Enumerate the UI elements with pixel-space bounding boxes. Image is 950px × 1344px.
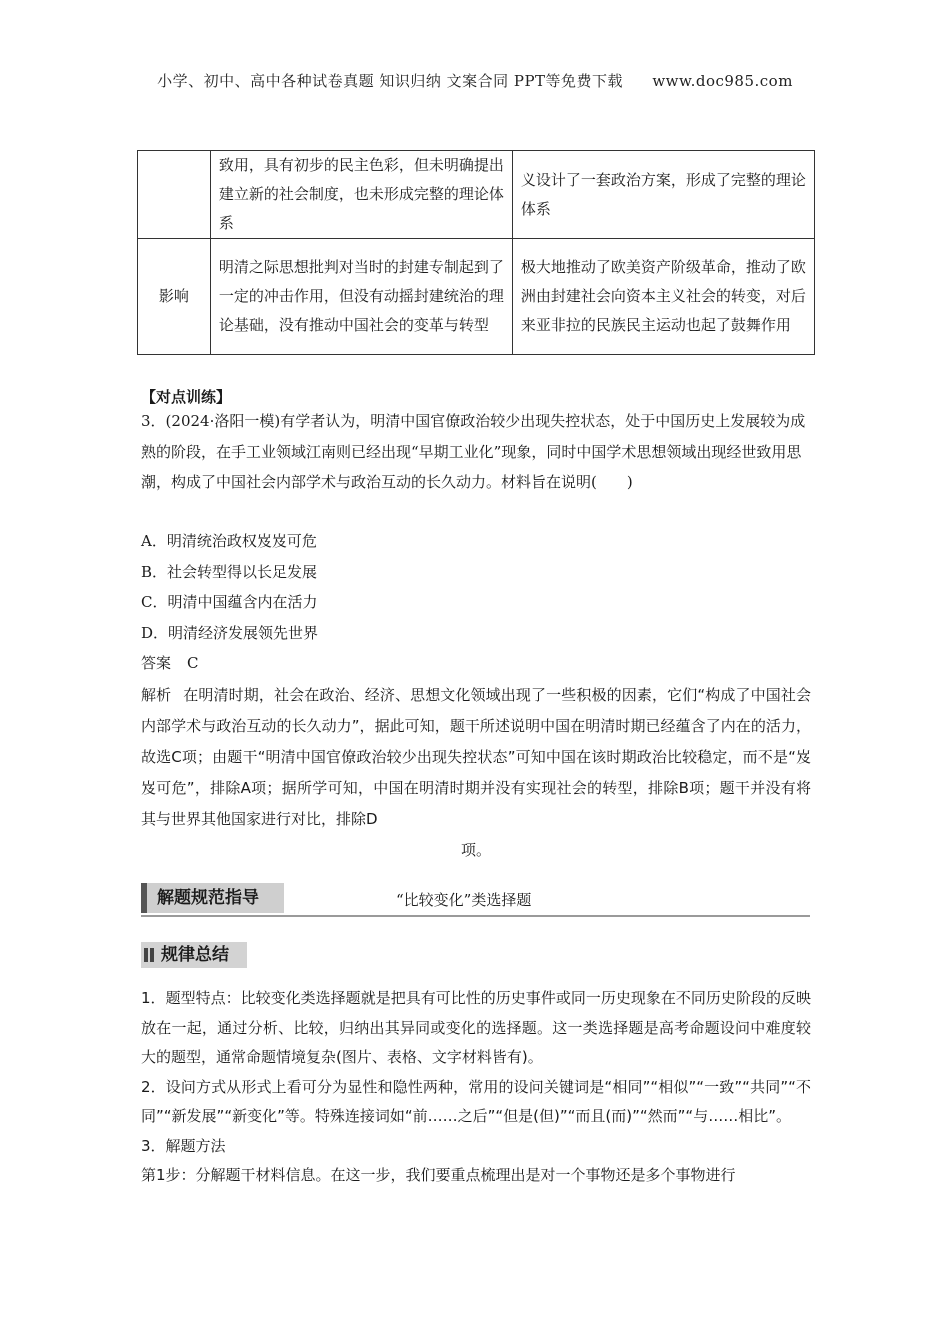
answer-line	[141, 652, 199, 673]
option-a: A．明清统治政权岌岌可危	[141, 532, 317, 550]
header-text: 小学、初中、高中各种试卷真题 知识归纳 文案合同 PPT等免费下载	[157, 72, 624, 90]
analysis-text: 在明清时期，社会在政治、经济、思想文化领域出现了一些积极的因素，它们“构成了中国社会内部学术与政治互动的长久动力”，据此可知，题干所述说明中国在明清时期已经蕴含了内在的活力，故选C项；由题干“明清中国官僚政治较少出现失控状态”可知中国在该时期政治比较稳定，而不是“岌岌可危”，排除A项；据所学可知，中国在明清时期并没有实现社会的转型，排除B项；题干并没有将其与世界其他国家进行对比，排除D	[141, 686, 811, 828]
option-c: C．明清中国蕴含内在活力	[141, 593, 318, 611]
section-title: “比较变化”类选择题	[396, 891, 532, 909]
summary-paragraph: 1．题型特点：比较变化类选择题就是把具有可比性的历史事件或同一历史现象在不同历史阶段的反映放在一起，通过分析、比较，归纳出其异同或变化的选择题。这一类选择题是高考命题设问中难度较大的题型，通常命题情境复杂(图片、表格、文字材料皆有)。	[141, 989, 811, 1066]
bar-marks-icon	[144, 948, 155, 962]
option-b: B．社会转型得以长足发展	[141, 563, 318, 581]
row-label: 影响	[138, 239, 211, 355]
answer-label: 答案	[141, 654, 172, 672]
analysis-label: 解析	[141, 686, 172, 704]
summary-paragraph: 第1步：分解题干材料信息。在这一步，我们要重点梳理出是对一个事物还是多个事物进行	[141, 1166, 736, 1184]
section-tag: 解题规范指导	[141, 883, 284, 913]
row-label	[138, 151, 211, 239]
question-text: 3．(2024·洛阳一模)有学者认为，明清中国官僚政治较少出现失控状态，处于中国历史上发展较为成熟的阶段，在手工业领域江南则已经出现“早期工业化”现象，同时中国学术思想领域出现经世致用思潮，构成了中国社会内部学术与政治互动的长久动力。材料旨在说明( )	[141, 412, 806, 491]
summary-body	[141, 984, 811, 1191]
summary-tag-label: 规律总结	[161, 945, 229, 965]
table-row	[138, 151, 815, 239]
header-site: www.doc985.com	[652, 72, 793, 90]
summary-paragraph: 3．解题方法	[141, 1136, 226, 1155]
cell-left: 明清之际思想批判对当时的封建专制起到了一定的冲击作用，但没有动摇封建统治的理论基础，没有推动中国社会的变革与转型	[210, 239, 512, 355]
summary-paragraph: 2．设问方式从形式上看可分为显性和隐性两种，常用的设问关键词是“相同”“相似”“一致”“共同”“不同”“新发展”“新变化”等。特殊连接词如“前……之后”“但是(但)”“而且(而)”“然而”“与……相比”。	[141, 1077, 811, 1125]
analysis	[141, 680, 811, 866]
summary-tag	[141, 942, 247, 968]
option-d: D．明清经济发展领先世界	[141, 624, 319, 642]
cell-right: 极大地推动了欧美资产阶级革命，推动了欧洲由封建社会向资本主义社会的转变，对后来亚非拉的民族民主运动也起了鼓舞作用	[512, 239, 814, 355]
answer-value: C	[187, 654, 199, 672]
training-heading: 【对点训练】	[141, 388, 232, 406]
cell-left: 致用，具有初步的民主色彩，但未明确提出建立新的社会制度，也未形成完整的理论体系	[210, 151, 512, 239]
page-header	[0, 70, 950, 91]
comparison-table	[137, 150, 815, 355]
cell-right: 义设计了一套政治方案，形成了完整的理论体系	[512, 151, 814, 239]
section-header	[141, 881, 810, 917]
analysis-tail: 项。	[460, 841, 491, 859]
table-row	[138, 239, 815, 355]
